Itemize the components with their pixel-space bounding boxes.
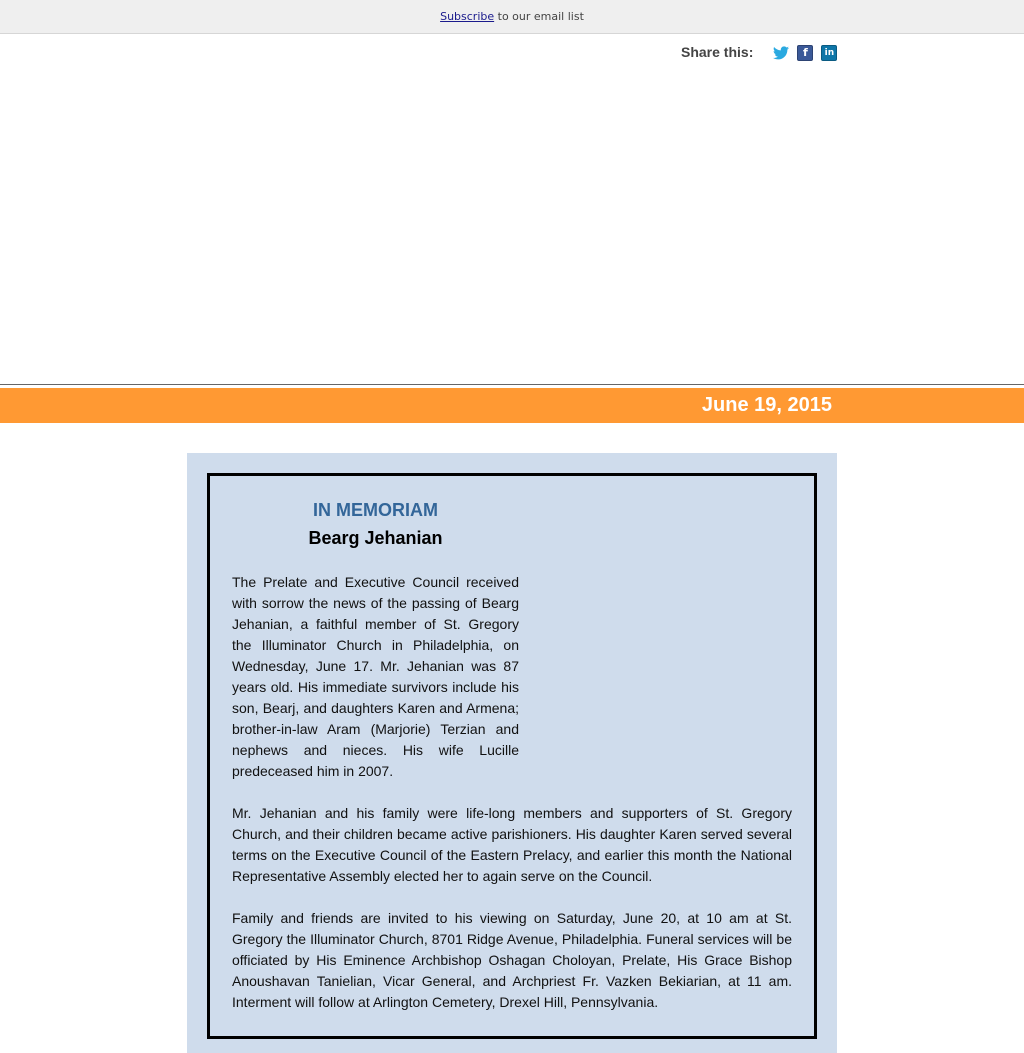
article-subheading: Bearg Jehanian (308, 528, 443, 548)
share-label: Share this: (681, 44, 754, 60)
header-divider (0, 384, 1024, 385)
date-banner (0, 388, 1024, 423)
article-paragraph-1: The Prelate and Executive Council received with sorrow the news of the passing of Bearg Jehanian, a faithful member of St. Gregory the Illuminator Church in Philadelphia, on Wednesday, June 17. Mr. Jehanian was 87 years old. His immediate survivors include his son, Bearj, and daughters Karen and Armena; brother-in-law Aram (Marjorie) Terzian and nephews and nieces. His wife Lucille predeceased him in 2007. (232, 574, 519, 779)
subscribe-text: to our email list (494, 10, 584, 23)
subscribe-bar (0, 0, 1024, 34)
article-paragraph-2: Mr. Jehanian and his family were life-long members and supporters of St. Gregory Church, and their children became active parishioners. His daughter Karen served several terms on the Executive Council of the Eastern Prelacy, and earlier this month the National Representative Assembly elected her to again serve on the Council. (232, 805, 792, 884)
issue-date: June 19, 2015 (701, 394, 832, 416)
linkedin-icon[interactable]: in (821, 45, 837, 61)
article-heading: IN MEMORIAM (313, 500, 438, 520)
share-bar (681, 43, 837, 63)
subscribe-link[interactable]: Subscribe (440, 10, 495, 23)
article-paragraph-3: Family and friends are invited to his viewing on Saturday, June 20, at 10 am at St. Gregory the Illuminator Church, 8701 Ridge Avenue, Philadelphia. Funeral services will be officiated by His Eminence Archbishop Oshagan Choloyan, Prelate, His Grace Bishop Anoushavan Tanielian, Vicar General, and Archpriest Fr. Vazken Bekiarian, at 11 am. Interment will follow at Arlington Cemetery, Drexel Hill, Pennsylvania. (232, 910, 792, 1010)
facebook-icon[interactable]: f (797, 45, 813, 61)
twitter-icon[interactable] (773, 45, 789, 61)
